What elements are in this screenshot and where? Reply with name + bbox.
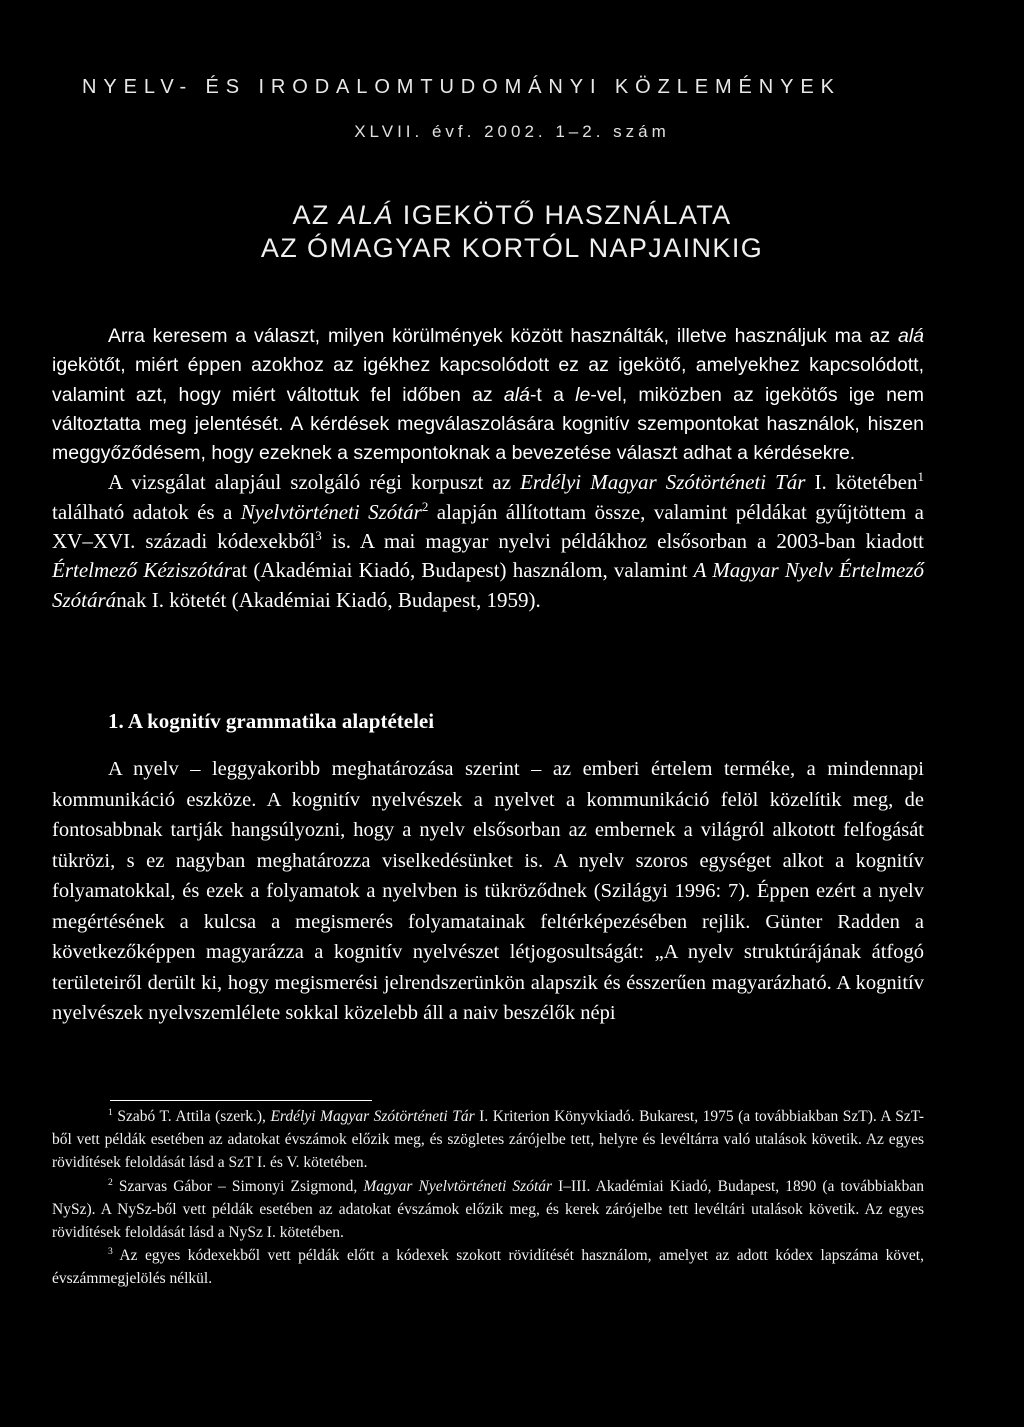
italic-title: Nyelvtörténeti Szótár — [240, 499, 422, 524]
footnote-2 — [52, 1175, 924, 1245]
italic-title: Magyar Nyelvtörténeti Szótár — [363, 1177, 553, 1195]
text-run: alapján állítottam össze, valamint példákat gyűjtöttem a XV–XVI. századi kódexekből — [52, 499, 925, 554]
intro-paragraph-1 — [52, 322, 924, 468]
text-run: Szarvas Gábor – Simonyi Zsigmond, — [112, 1177, 364, 1195]
intro-section — [52, 322, 924, 615]
italic-term: le — [575, 383, 591, 406]
text-run: -vel, miközben az igekötős ige nem változtatta meg jelentését. A kérdések megválaszolására kognitív szempontokat használok, hiszen meggyőződésem, hogy ezeknek a szempontoknak a bevezetése választ adhat a kérdésekre. — [52, 383, 925, 465]
italic-term: alá — [503, 383, 530, 406]
footnote-3 — [52, 1244, 924, 1290]
footnote-number: 1 — [108, 1106, 113, 1118]
footnote-separator — [110, 1100, 372, 1101]
text-run: I. kötetében — [805, 470, 918, 495]
italic-term: alá — [897, 325, 924, 347]
intro-paragraph-2 — [52, 468, 924, 614]
text-run: található adatok és a — [52, 499, 241, 524]
text-run: I–III. Akadémiai Kiadó, Budapest, 1890 (a továbbiakban NySz). A NySz-ből vett példák esetében az adatokat évszámok előzik meg, és kerek zárójelbe tett levéltári utalások követik. Az egyes rövidítések feloldását lásd a NySz I. kötetében. — [52, 1177, 925, 1242]
section-text: A nyelv – leggyakoribb meghatározása szerint – az emberi értelem terméke, a mindennapi kommunikáció eszköze. A kognitív nyelvészek a nyelvet a kommunikáció felöl közelítik meg, de fontosabbnak tartják hangsúlyozni, hogy a nyelv elsősorban az embernek a világról alkotott felfogását tükrözi, s ez nagyban meghatározza viselkedésünket is. A nyelv szoros egységet alkot a kognitív folyamatokkal, és ezek a folyamatok a nyelvben is tükröződnek (Szilágyi 1996: 7). Éppen ezért a nyelv megértésének a kulcsa a megismerés folyamatainak feltérképezésében rejlik. Günter Radden a következőképpen magyarázza a kognitív nyelvészet létjogosultságát: „A nyelv struktúrájának átfogó területeiről derült ki, hogy megismerési jelrendszerünkön alapszik és ésszerűen magyarázható. A kognitív nyelvészek nyelvszemlélete sokkal közelebb áll a naiv beszélők népi — [52, 758, 924, 1024]
title-text: IGEKÖTŐ HASZNÁLATA — [393, 200, 732, 230]
italic-title: A Magyar Nyelv Értelmező Szótárá — [52, 558, 924, 612]
section-paragraph — [52, 754, 924, 1029]
italic-title: Erdélyi Magyar Szótörténeti Tár — [520, 470, 806, 495]
article-title-line-1 — [0, 200, 1024, 231]
journal-title: NYELV- ÉS IRODALOMTUDOMÁNYI KÖZLEMÉNYEK — [82, 76, 841, 98]
section-heading: 1. A kognitív grammatika alaptételei — [108, 709, 435, 733]
footnote-ref-3: 3 — [315, 528, 322, 544]
footnotes — [52, 1105, 924, 1291]
footnote-ref-2: 2 — [421, 498, 429, 514]
text-run: igekötőt, miért éppen azokhoz az igékhez kapcsolódott ez az igekötő, amelyekhez kapcsolódott, valamint azt, hogy miért váltottuk fel időben az — [52, 354, 924, 406]
footnote-1 — [52, 1105, 924, 1175]
text-run: -t a — [529, 383, 576, 406]
text-run: at (Akadémiai Kiadó, Budapest) használom, valamint — [232, 558, 694, 583]
footnote-number: 3 — [108, 1246, 113, 1258]
title-text: AZ — [292, 200, 339, 230]
text-run: is. A mai magyar nyelvi példákhoz elsősorban a 2003-ban kiadott — [321, 529, 924, 554]
footnote-number: 2 — [108, 1176, 113, 1188]
text-run: nak I. kötetét (Akadémiai Kiadó, Budapest, 1959). — [116, 587, 541, 612]
italic-title: Értelmező Kéziszótár — [52, 558, 233, 583]
text-run: Arra keresem a választ, milyen körülmények között használták, illetve használjuk ma az — [108, 325, 898, 347]
italic-title: Erdélyi Magyar Szótörténeti Tár — [270, 1108, 475, 1125]
text-run: Az egyes kódexekből vett példák előtt a kódexek szokott rövidítését használom, amelyet az adott kódex lapszáma követ, évszámmegjelölés nélkül. — [52, 1247, 924, 1288]
text-run: I. Kriterion Könyvkiadó. Bukarest, 1975 (a továbbiakban SzT). A SzT-ből vett példák esetében az adatokat évszámok előzik meg, és szögletes zárójelbe tett, helyre és levéltárra való utalások követik. Az egyes rövidítések feloldását lásd a SzT I. és V. kötetében. — [52, 1108, 925, 1172]
article-title-line-2: AZ ÓMAGYAR KORTÓL NAPJAINKIG — [260, 233, 764, 263]
issue-line: XLVII. évf. 2002. 1–2. szám — [354, 122, 670, 141]
text-run: Szabó T. Attila (szerk.), — [112, 1108, 271, 1125]
footnote-ref-1: 1 — [917, 469, 924, 485]
text-run: A vizsgálat alapjául szolgáló régi korpuszt az — [108, 470, 521, 495]
title-italic-word: ALÁ — [338, 200, 394, 230]
